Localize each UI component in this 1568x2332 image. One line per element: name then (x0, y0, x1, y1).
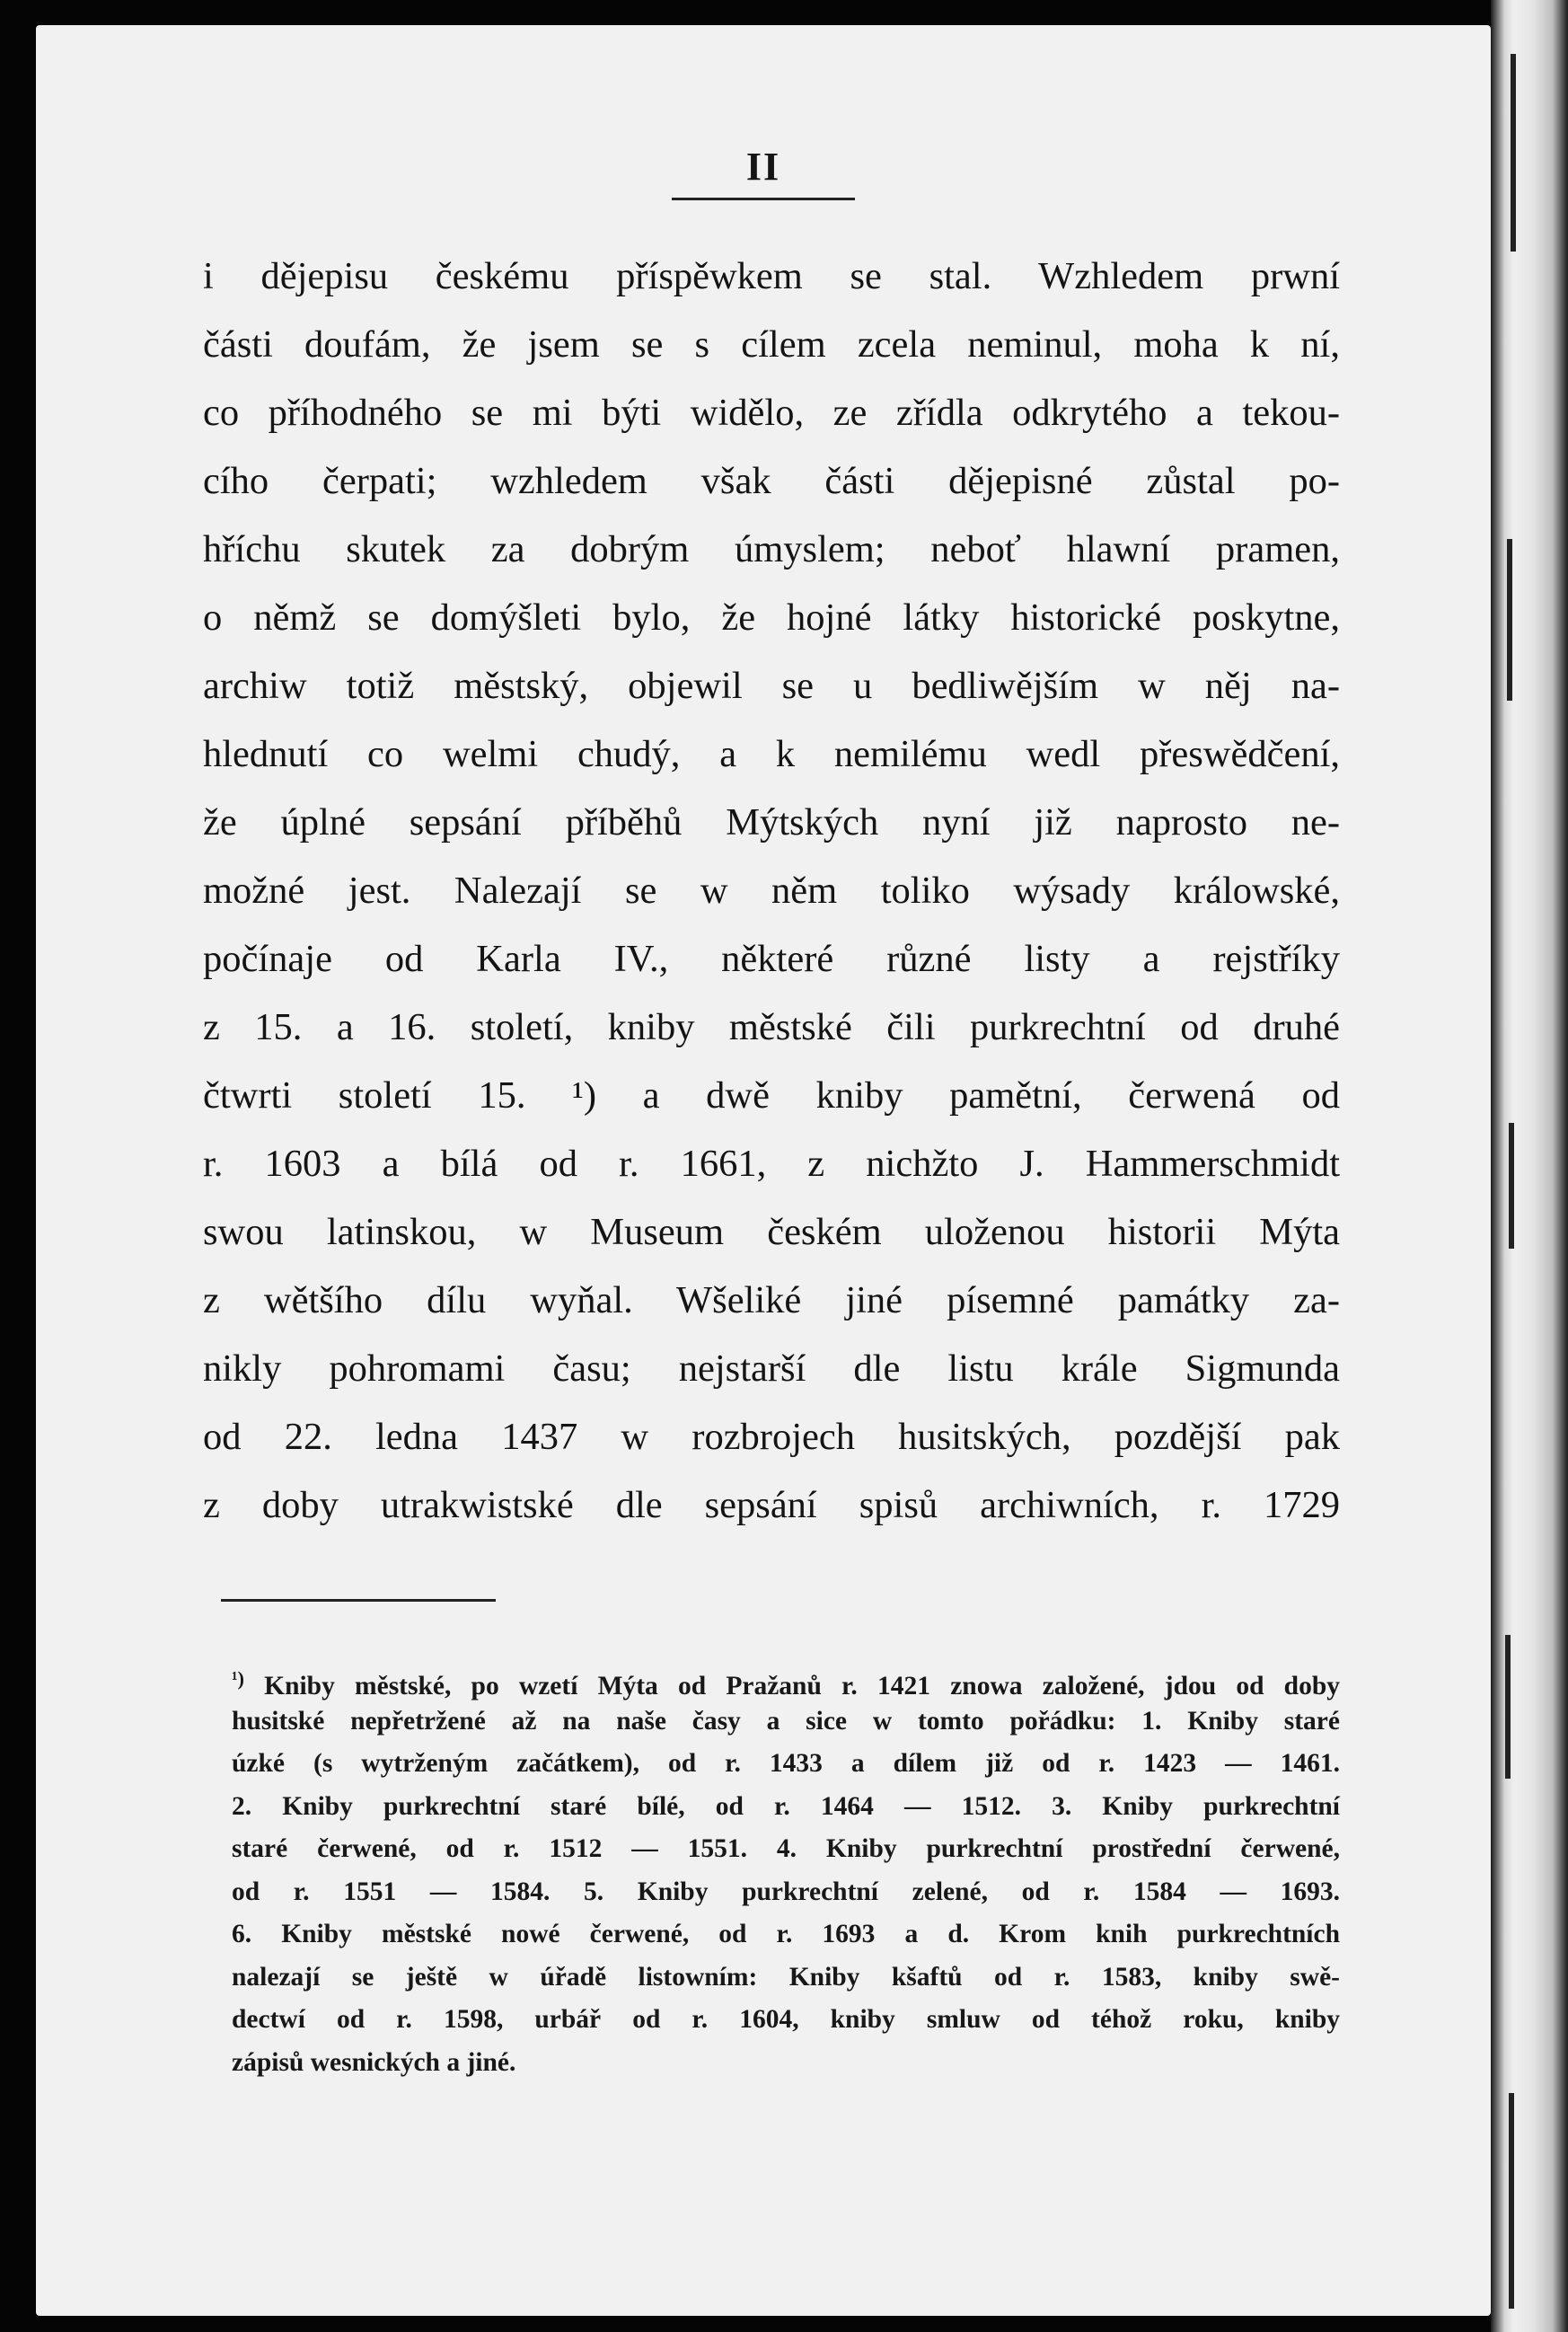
footnote-line-text: Kniby městské, po wzetí Mýta od Pražanů r. 1421 znowa založené, jdou od doby (264, 1672, 1340, 1700)
body-line: archiw totiž městský, objewil se u bedliwějším w něj na- (203, 665, 1340, 707)
footnote-line: od r. 1551 — 1584. 5. Kniby purkrechtní zelené, od r. 1584 — 1693. (232, 1877, 1340, 1906)
body-line: hříchu skutek za dobrým úmyslem; neboť hlawní pramen, (203, 528, 1340, 570)
edge-mark (1505, 1635, 1511, 1779)
body-line: možné jest. Nalezají se w něm toliko wýsady králowské, (203, 870, 1340, 912)
edge-mark (1509, 2093, 1514, 2309)
body-line: hlednutí co welmi chudý, a k nemilému wedl přeswědčení, (203, 733, 1340, 775)
footnote-line: 2. Kniby purkrechtní staré bílé, od r. 1464 — 1512. 3. Kniby purkrechtní (232, 1791, 1340, 1821)
body-line: části doufám, že jsem se s cílem zcela neminul, moha k ní, (203, 323, 1340, 366)
body-line: o němž se domýšleti bylo, že hojné látky historické poskytne, (203, 596, 1340, 639)
body-line: že úplné sepsání příběhů Mýtských nyní již naprosto ne- (203, 801, 1340, 844)
footnote-line: zápisů wesnických a jiné. (232, 2047, 516, 2077)
body-line: od 22. ledna 1437 w rozbrojech husitských, pozdější pak (203, 1416, 1340, 1458)
body-line: čtwrti století 15. ¹) a dwě kniby pamětní, čerwená od (203, 1074, 1340, 1117)
footnote-line: husitské nepřetržené až na naše časy a sice w tomto pořádku: 1. Kniby staré (232, 1706, 1340, 1736)
footnote (232, 1657, 1340, 2084)
page-number: II (745, 145, 781, 189)
edge-mark (1509, 1123, 1514, 1249)
body-line: nikly pohromami času; nejstarší dle listu krále Sigmunda (203, 1347, 1340, 1390)
footnote-line: 6. Kniby městské nowé čerwené, od r. 1693 a d. Krom knih purkrechtních (232, 1920, 1340, 1948)
page-right-edge (1491, 0, 1568, 2332)
body-line: z doby utrakwistské dle sepsání spisů archiwních, r. 1729 (203, 1484, 1340, 1526)
footnote-rule (221, 1599, 496, 1602)
body-line: co příhodného se mi býti widělo, ze zřídla odkrytého a tekou- (203, 392, 1340, 434)
footnote-line: dectwí od r. 1598, urbář od r. 1604, kniby smluw od téhož roku, kniby (232, 2005, 1340, 2034)
footnote-marker: ¹) (232, 1667, 244, 1690)
body-line: z wětšího dílu wyňal. Wšeliké jiné písemné památky za- (203, 1279, 1340, 1321)
footnote-line: úzké (s wytrženým začátkem), od r. 1433 a dílem již od r. 1423 — 1461. (232, 1749, 1340, 1778)
footnote-line (232, 1657, 1340, 1700)
body-line: swou latinskou, w Museum českém uloženou historii Mýta (203, 1211, 1340, 1253)
body-line: cího čerpati; wzhledem však části dějepisné zůstal po- (203, 460, 1340, 502)
footnote-line: staré čerwené, od r. 1512 — 1551. 4. Kniby purkrechtní prostřední čerwené, (232, 1834, 1340, 1863)
footnote-line: nalezají se ještě w úřadě listowním: Kniby kšaftů od r. 1583, kniby swě- (232, 1962, 1340, 1992)
body-text (203, 243, 1340, 1540)
body-line: i dějepisu českému příspěwkem se stal. Wzhledem prwní (203, 255, 1340, 297)
body-line: z 15. a 16. století, kniby městské čili purkrechtní od druhé (203, 1006, 1340, 1048)
edge-mark (1507, 539, 1512, 701)
body-line: r. 1603 a bílá od r. 1661, z nichžto J. Hammerschmidt (203, 1143, 1340, 1185)
header-rule (672, 198, 855, 200)
body-line: počínaje od Karla IV., některé různé listy a rejstříky (203, 938, 1340, 980)
